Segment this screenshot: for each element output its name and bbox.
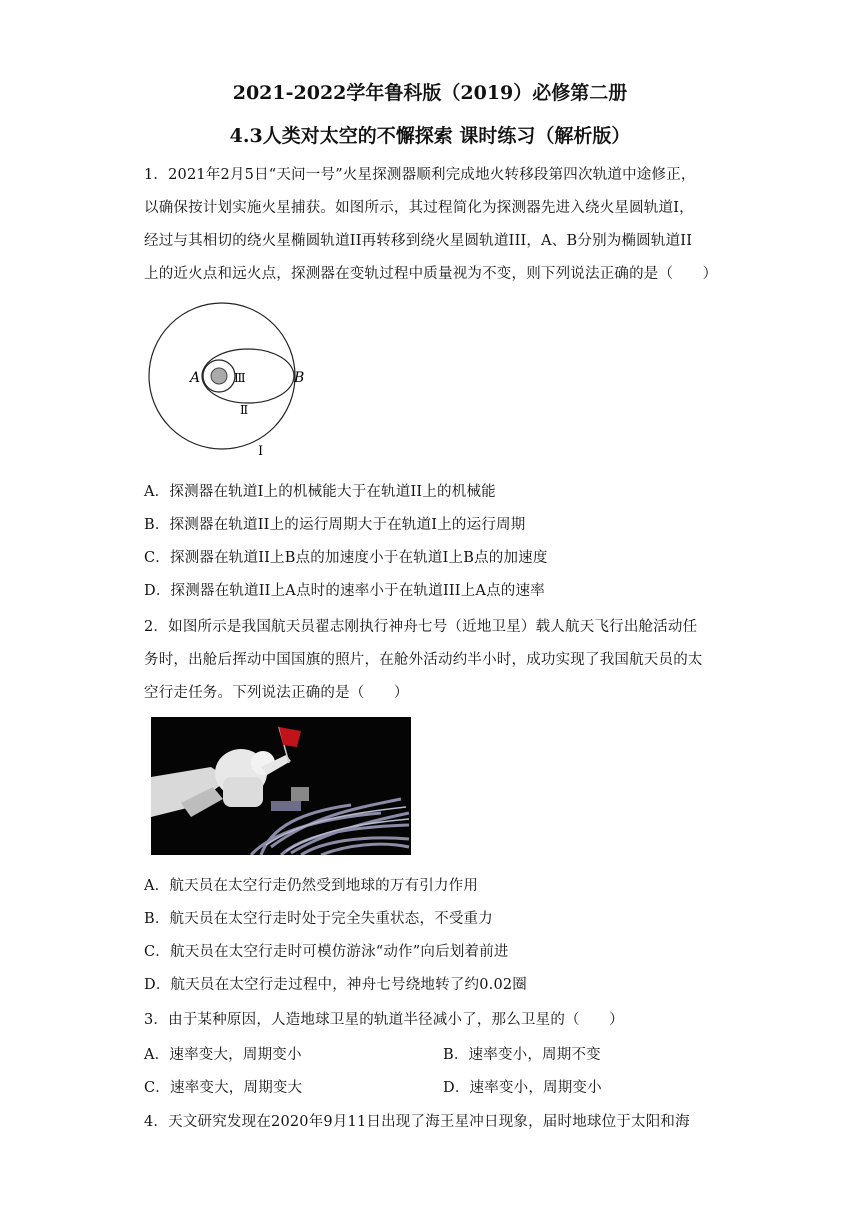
q4-stem: 4．天文研究发现在2020年9月11日出现了海王星冲日现象，届时地球位于太阳和海	[144, 1114, 690, 1130]
orbit-diagram	[144, 300, 304, 465]
q3-option-a: A．速率变大，周期变小	[144, 1047, 302, 1063]
q3-option-b: B．速率变小，周期不变	[443, 1047, 601, 1063]
q1-stem-line1: 1．2021年2月5日“天问一号”火星探测器顺利完成地火转移段第四次轨道中途修正，	[144, 167, 696, 183]
q2-stem-line3: 空行走任务。下列说法正确的是（ ）	[144, 685, 409, 701]
q3-option-d: D．速率变小，周期变小	[443, 1080, 602, 1096]
label-b: B	[294, 370, 304, 386]
q1-option-a: A．探测器在轨道I上的机械能大于在轨道II上的机械能	[144, 484, 496, 500]
doc-title-line2: 4.3人类对太空的不懈探索 课时练习（解析版）	[229, 125, 631, 147]
q2-stem-line1: 2．如图所示是我国航天员翟志刚执行神舟七号（近地卫星）载人航天飞行出舱活动任	[144, 619, 698, 635]
q2-option-d: D．航天员在太空行走过程中，神舟七号绕地转了约0.02圈	[144, 977, 528, 993]
q3-option-c: C．速率变大，周期变大	[144, 1080, 303, 1096]
q2-option-c: C．航天员在太空行走时可模仿游泳“动作”向后划着前进	[144, 944, 509, 960]
mars-icon	[211, 368, 227, 384]
q2-option-b: B．航天员在太空行走时处于完全失重状态，不受重力	[144, 911, 493, 927]
q1-option-d: D．探测器在轨道II上A点时的速率小于在轨道III上A点的速率	[144, 583, 545, 599]
q3-stem: 3．由于某种原因，人造地球卫星的轨道半径减小了，那么卫星的（ ）	[144, 1012, 624, 1028]
q1-option-c: C．探测器在轨道II上B点的加速度小于在轨道I上B点的加速度	[144, 550, 548, 566]
q1-stem-line2: 以确保按计划实施火星捕获。如图所示，其过程简化为探测器先进入绕火星圆轨道I，	[144, 200, 694, 216]
label-ii: Ⅱ	[240, 403, 249, 417]
q2-option-a: A．航天员在太空行走仍然受到地球的万有引力作用	[144, 878, 479, 894]
label-iii: Ⅲ	[234, 371, 246, 385]
label-a: A	[190, 370, 201, 386]
doc-title-line1: 2021-2022学年鲁科版（2019）必修第二册	[232, 82, 628, 104]
q1-stem-line3: 经过与其相切的绕火星椭圆轨道II再转移到绕火星圆轨道III，A、B分别为椭圆轨道II	[144, 233, 693, 249]
label-i: I	[258, 444, 264, 459]
q1-option-b: B．探测器在轨道II上的运行周期大于在轨道I上的运行周期	[144, 517, 526, 533]
q2-stem-line2: 务时，出舱后挥动中国国旗的照片，在舱外活动约半小时，成功实现了我国航天员的太	[144, 652, 703, 668]
q1-stem-line4: 上的近火点和远火点，探测器在变轨过程中质量视为不变，则下列说法正确的是（ ）	[144, 266, 718, 282]
astronaut-photo	[151, 717, 411, 855]
